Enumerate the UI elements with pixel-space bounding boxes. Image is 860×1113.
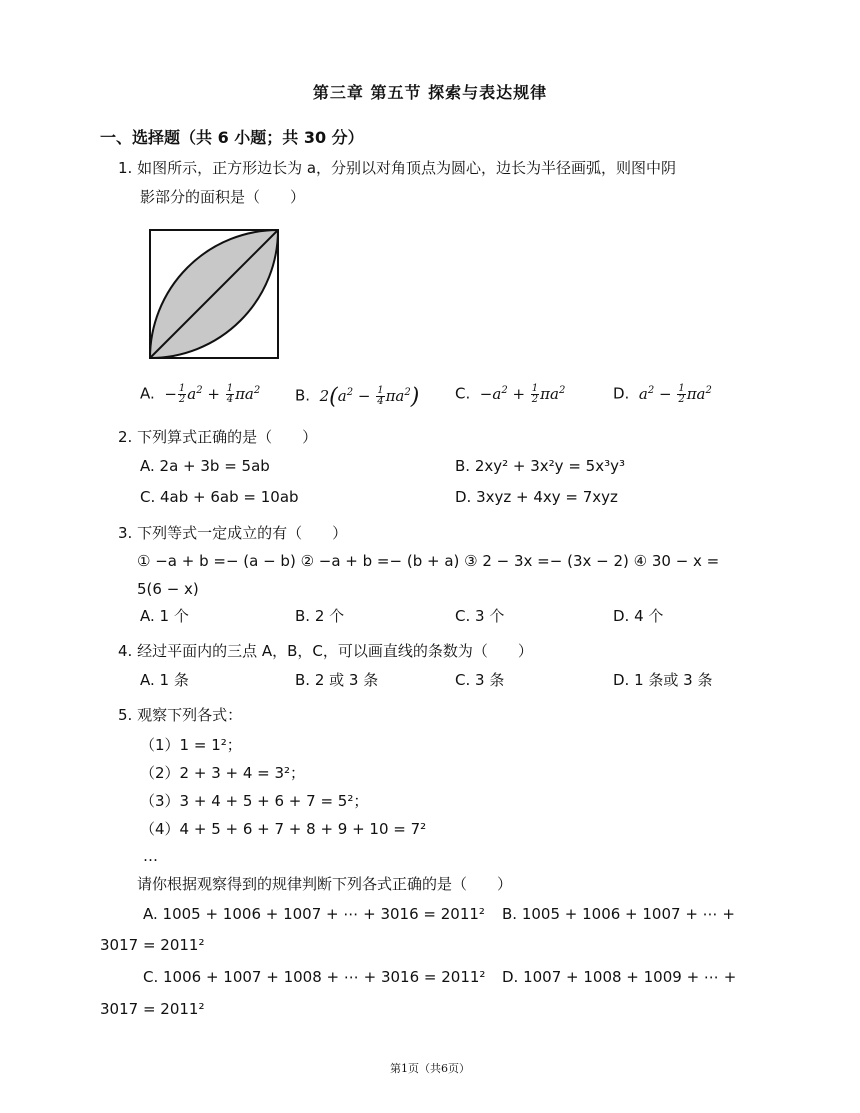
q3-option-b[interactable]: B. 2 个 (295, 607, 345, 625)
q5-ellipsis: … (143, 847, 158, 865)
q4-option-b[interactable]: B. 2 或 3 条 (295, 671, 379, 689)
q2-option-d[interactable]: D. 3xyz + 4xy = 7xyz (455, 488, 618, 506)
q3-option-d[interactable]: D. 4 个 (613, 607, 664, 625)
q4-stem: 4. 经过平面内的三点 A，B，C，可以画直线的条数为（ ） (118, 642, 533, 660)
option-label: D. (613, 384, 630, 403)
option-label: B. (295, 386, 311, 405)
q5-option-b-line1[interactable]: B. 1005 + 1006 + 1007 + ⋯ + (502, 905, 735, 923)
q2-option-a[interactable]: A. 2a + 3b = 5ab (140, 457, 270, 475)
q3-stem: 3. 下列等式一定成立的有（ ） (118, 524, 348, 542)
q1-option-c[interactable]: C. $-a^2$ + $\frac{1}{2}$ $\pi a^2$ (455, 383, 566, 405)
q3-statements-line1: ① −a + b =− (a − b) ② −a + b =− (b + a) ③ 2 − 3x =− (3x − 2) ④ 30 − x = (137, 552, 720, 570)
q1-figure (148, 228, 282, 362)
q4-option-a[interactable]: A. 1 条 (140, 671, 189, 689)
page-title: 第三章 第五节 探索与表达规律 (312, 83, 548, 102)
q1-option-b[interactable]: B. $2(a^2$ − $\frac{1}{4}$ $\pi a^2$) (295, 384, 420, 409)
q5-option-a[interactable]: A. 1005 + 1006 + 1007 + ⋯ + 3016 = 2011² (143, 905, 485, 923)
q1-stem-line1: 1. 如图所示，正方形边长为 a，分别以对角顶点为圆心，边长为半径画弧，则图中阴 (118, 159, 677, 177)
q2-option-b[interactable]: B. 2xy² + 3x²y = 5x³y³ (455, 457, 625, 475)
q2-stem: 2. 下列算式正确的是（ ） (118, 428, 318, 446)
q5-stem: 5. 观察下列各式： (118, 706, 243, 724)
q1-stem-line2: 影部分的面积是（ ） (140, 188, 306, 206)
option-label: C. (455, 384, 471, 403)
q5-equation-4: （4）4 + 5 + 6 + 7 + 8 + 9 + 10 = 7² (140, 820, 427, 838)
q5-equation-2: （2）2 + 3 + 4 = 3²； (140, 764, 306, 782)
option-label: A. (140, 384, 155, 403)
q3-option-a[interactable]: A. 1 个 (140, 607, 189, 625)
q5-option-d-line1[interactable]: D. 1007 + 1008 + 1009 + ⋯ + (502, 968, 737, 986)
q3-statements-line2: 5(6 − x) (137, 580, 199, 598)
q4-option-c[interactable]: C. 3 条 (455, 671, 505, 689)
q5-option-c[interactable]: C. 1006 + 1007 + 1008 + ⋯ + 3016 = 2011² (143, 968, 486, 986)
q5-equation-1: （1）1 = 1²； (140, 736, 242, 754)
q3-option-c[interactable]: C. 3 个 (455, 607, 505, 625)
q5-option-d-line2[interactable]: 3017 = 2011² (100, 1000, 205, 1018)
q5-option-b-line2[interactable]: 3017 = 2011² (100, 936, 205, 954)
q5-equation-3: （3）3 + 4 + 5 + 6 + 7 = 5²； (140, 792, 369, 810)
section-heading: 一、选择题（共 6 小题；共 30 分） (100, 128, 364, 147)
q1-option-d[interactable]: D. $a^2$ − $\frac{1}{2}$ $\pi a^2$ (613, 383, 712, 405)
q4-option-d[interactable]: D. 1 条或 3 条 (613, 671, 713, 689)
q1-option-a[interactable]: A. − $\frac{1}{2}$ $a^2$ + $\frac{1}{4}$ $\pi a^2$ (140, 383, 261, 405)
q5-question: 请你根据观察得到的规律判断下列各式正确的是（ ） (137, 875, 513, 893)
page-footer: 第1页（共6页） (390, 1062, 470, 1075)
q2-option-c[interactable]: C. 4ab + 6ab = 10ab (140, 488, 299, 506)
